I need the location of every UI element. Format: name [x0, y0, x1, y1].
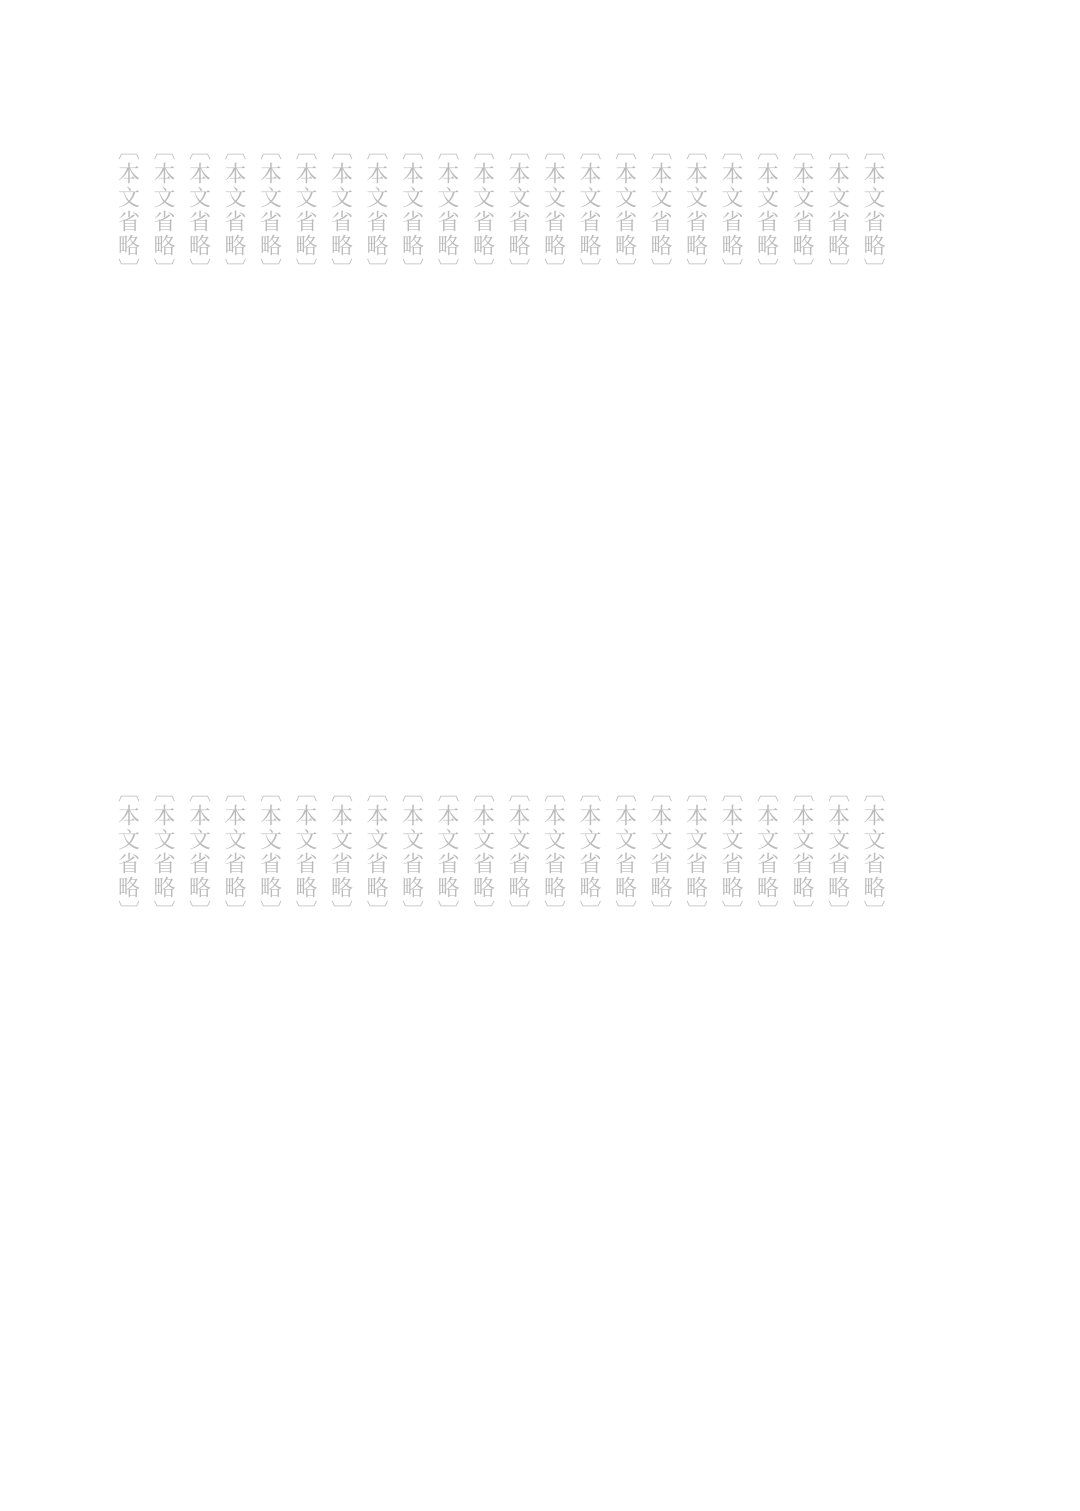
text-column: 〔本文省略〕 — [469, 780, 495, 924]
text-column: 〔本文省略〕 — [398, 780, 424, 924]
text-block-top — [105, 138, 890, 698]
text-column: 〔本文省略〕 — [611, 138, 637, 282]
text-column: 〔本文省略〕 — [505, 780, 530, 924]
text-column: 〔本文省略〕 — [860, 780, 885, 924]
text-column: 〔本文省略〕 — [718, 780, 743, 924]
text-column: 〔本文省略〕 — [540, 780, 566, 924]
text-column: 〔本文省略〕 — [150, 138, 175, 282]
text-column: 〔本文省略〕 — [753, 780, 779, 924]
text-column: 〔本文省略〕 — [682, 780, 708, 924]
text-column: 〔本文省略〕 — [327, 138, 353, 282]
text-column: 〔本文省略〕 — [363, 780, 388, 924]
text-column: 〔本文省略〕 — [185, 138, 211, 282]
text-column: 〔本文省略〕 — [114, 780, 140, 924]
text-column: 〔本文省略〕 — [434, 138, 459, 282]
text-column: 〔本文省略〕 — [576, 138, 601, 282]
text-column: 〔本文省略〕 — [256, 780, 282, 924]
text-column: 〔本文省略〕 — [576, 780, 601, 924]
text-column: 〔本文省略〕 — [150, 780, 175, 924]
text-column: 〔本文省略〕 — [221, 138, 246, 282]
text-column: 〔本文省略〕 — [824, 138, 850, 282]
text-column: 〔本文省略〕 — [647, 138, 672, 282]
text-column: 〔本文省略〕 — [540, 138, 566, 282]
text-column: 〔本文省略〕 — [469, 138, 495, 282]
text-column: 〔本文省略〕 — [114, 138, 140, 282]
text-column: 〔本文省略〕 — [789, 138, 814, 282]
text-column: 〔本文省略〕 — [327, 780, 353, 924]
text-column: 〔本文省略〕 — [611, 780, 637, 924]
text-column: 〔本文省略〕 — [363, 138, 388, 282]
text-column: 〔本文省略〕 — [860, 138, 885, 282]
text-column: 〔本文省略〕 — [398, 138, 424, 282]
text-column: 〔本文省略〕 — [256, 138, 282, 282]
text-column: 〔本文省略〕 — [434, 780, 459, 924]
text-column: 〔本文省略〕 — [824, 780, 850, 924]
text-column: 〔本文省略〕 — [505, 138, 530, 282]
text-column: 〔本文省略〕 — [753, 138, 779, 282]
text-column: 〔本文省略〕 — [292, 780, 317, 924]
text-column: 〔本文省略〕 — [789, 780, 814, 924]
text-column: 〔本文省略〕 — [185, 780, 211, 924]
text-column: 〔本文省略〕 — [647, 780, 672, 924]
text-column: 〔本文省略〕 — [221, 780, 246, 924]
text-block-bottom — [105, 780, 890, 1340]
text-column: 〔本文省略〕 — [682, 138, 708, 282]
text-column: 〔本文省略〕 — [292, 138, 317, 282]
text-column: 〔本文省略〕 — [718, 138, 743, 282]
